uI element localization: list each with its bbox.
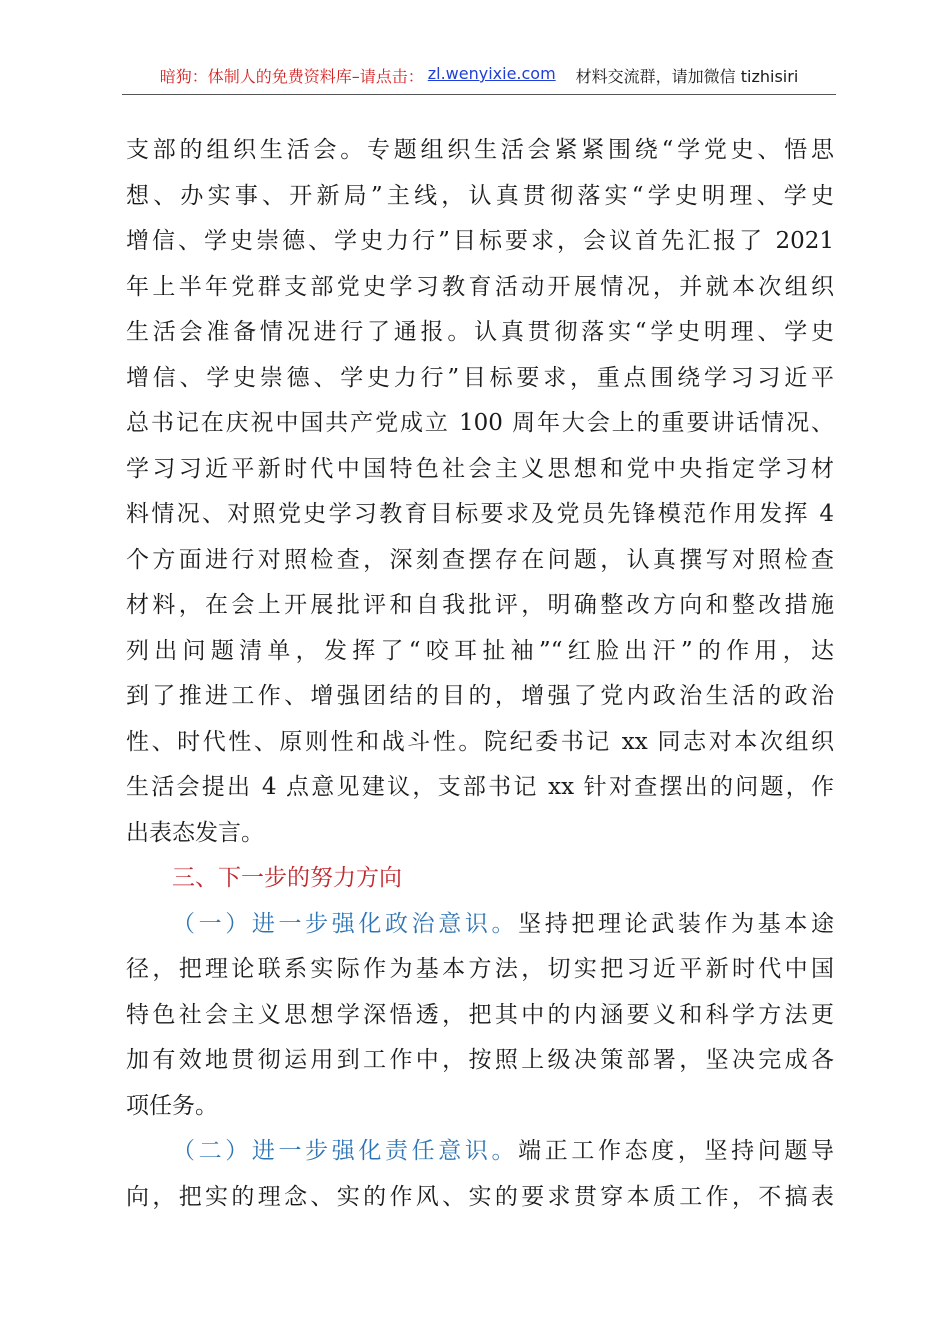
section-heading: 三、下一步的努力方向 — [172, 865, 402, 891]
header-wechat-note: 材料交流群，请加微信 tizhisiri — [575, 67, 799, 86]
text-line: 想、办实事、开新局”主线，认真贯彻落实“学史明理、学史 — [126, 182, 834, 209]
text-line: 到了推进工作、增强团结的目的，增强了党内政治生活的政治 — [126, 683, 834, 709]
text-line: 径，把理论联系实际作为基本方法，切实把习近平新时代中国 — [126, 956, 834, 982]
header-link[interactable]: zl.wenyixie.com — [427, 64, 556, 83]
text-line: 年上半年党群支部党史学习教育活动开展情况，并就本次组织 — [126, 273, 834, 300]
text-line: 生活会提出 4 点意见建议，支部书记 xx 针对查摆出的问题，作 — [126, 774, 834, 800]
text-line: 向，把实的理念、实的作风、实的要求贯穿本质工作，不搞表 — [126, 1183, 834, 1210]
text-line: 特色社会主义思想学深悟透，把其中的内涵要义和科学方法更 — [126, 1001, 834, 1028]
text-line: 坚持把理论武装作为基本途 — [518, 910, 834, 937]
text-line: 加有效地贯彻运用到工作中，按照上级决策部署，坚决完成各 — [126, 1047, 834, 1073]
text-line: 学习习近平新时代中国特色社会主义思想和党中央指定学习材 — [126, 455, 834, 482]
text-line: 端正工作态度，坚持问题导 — [518, 1138, 834, 1164]
document-body — [126, 128, 834, 1220]
item-label: （一）进一步强化政治意识。 — [172, 910, 519, 937]
text-line: 支部的组织生活会。专题组织生活会紧紧围绕“学党史、悟思 — [126, 137, 834, 163]
text-line: 增信、学史崇德、学史力行”目标要求，重点围绕学习习近平 — [126, 364, 834, 391]
paragraph-meeting-summary — [126, 128, 834, 856]
item-responsibility-awareness — [126, 1129, 834, 1220]
text-line: 出表态发言。 — [126, 819, 264, 846]
item-label: （二）进一步强化责任意识。 — [172, 1138, 519, 1164]
header-click-prompt: –请点击： — [351, 67, 424, 86]
text-line: 个方面进行对照检查，深刻查摆存在问题，认真撰写对照检查 — [126, 546, 834, 573]
item-political-awareness — [126, 902, 834, 1130]
text-line: 材料，在会上开展批评和自我批评，明确整改方向和整改措施 — [126, 592, 834, 618]
header-site-name: 暗狗：体制人的免费资料库 — [159, 67, 352, 86]
page-header — [122, 64, 836, 95]
text-line: 总书记在庆祝中国共产党成立 100 周年大会上的重要讲话情况、 — [126, 410, 834, 436]
text-line: 增信、学史崇德、学史力行”目标要求，会议首先汇报了 2021 — [126, 228, 834, 254]
text-line: 料情况、对照党史学习教育目标要求及党员先锋模范作用发挥 4 — [126, 501, 834, 527]
text-line: 列出问题清单，发挥了“咬耳扯袖”“红脸出汗”的作用，达 — [126, 637, 834, 664]
text-line: 性、时代性、原则性和战斗性。院纪委书记 xx 同志对本次组织 — [126, 728, 834, 755]
text-line: 生活会准备情况进行了通报。认真贯彻落实“学史明理、学史 — [126, 319, 834, 345]
text-line: 项任务。 — [126, 1092, 218, 1119]
